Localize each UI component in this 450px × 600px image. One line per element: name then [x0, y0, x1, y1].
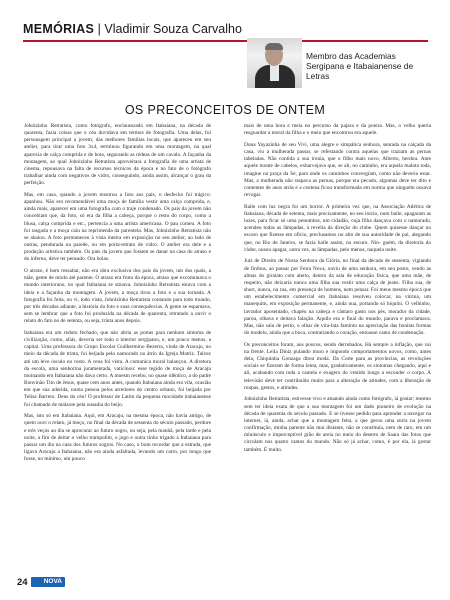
page-header [23, 22, 428, 36]
paragraph: Johnizinho Retratista, como fotógrafo, enclausurado em Itabaiana, na década de quarenta, fazia coisas que o céu duvidava em termos de fotografia. Uma delas, foi personagem principal a jovem, das melhores famílias locais, que apareceu em seu atelier, para tirar uma foto 3x4, terminou figurando em uma montagem, na qual aparecia de calça comprida e de bota, segurando as rédeas de um cavalo. A façanha da montagem, ao qual Johnizinho Retratista aproveitara a fotografia de uma artista de cinema, repousava na falta de recursos técnicos da época e no fato de o fotógrafo trabalhar ainda com negativos de vidro, conseguindo, ainda assim, alcançar o grau da perfeição. [24, 123, 211, 187]
left-column [24, 123, 211, 468]
paragraph: Mas, em casa, quando a jovem mostrou a foto aos pais, o desfecho foi trágico: apanhou. Não era recomendável uma moça de família vestir uma calça comprida, e, ainda mais, aparecer em uma fotografia com o traje condenado. Os pais da jovem não concebiam que, da foto, só era da filha a cabeça, porque o resto do corpo, como a blusa, calça comprida e etc., pertencia a uma artista americana. O pau comeu. A foto foi rasgada e a moça caiu na reprimenda da parentela. Mas, Johnizinho Retratista não se abalou. A foto permaneceu à vista inteira em exposição no seu atelier, ao lado de outras, pendurada na parede, ou em porta-retrato de vidro. O atelier era dele e a produção artística também. Os pais da jovem que fossem se danar na casa do atraso e do inferno, deve ter pensado. Ora bolas. [24, 192, 211, 263]
paragraph: Baile com luz negra foi um horror. A primeira vez que, na Associação Atlética de Itabaiana, década de setenta, mais precisamente, no seu início, num baile, apagaram as luzes, para ficar só uma penumbra, um cidadão, cuja filha dançava com o namorado, acendeu todas as lâmpadas, à revelia da direção do clube. Quem quisesse dançar no escuro que fizesse em oficio, preclusamos no alto de sua autoridade de pai, alegando que, no Rio de Janeiro, se fazia baile assim, no escuro. Nin- guém, da diretoria do clube, ousou apagar, outra vez, as lâmpadas, pelo menos, naquela noite. [244, 203, 431, 253]
badge-label: NOVA [43, 578, 62, 585]
paragraph: Os preconceitos foram, aos poucos, sendo derrubados. Há sempre a inflação, que vai na frente. Leila Diniz pulando muro e impondo comportamentos novos, como, antes dela, Chiquinha Gonzaga ditou moda. Da Corte para as províncias, as revoluções sociais se fizeram de forma lenta, mas, gradativamente, os sintomas chegando, aqui e ali, acabando com toda a cautela e exagero do vestido longo a esconder o corpo. A televisão deve ter contribuído muito para a alteração de atitudes, com a liberação de roupas, gestos, e atitudes. [244, 341, 431, 391]
paragraph: Juiz de Direito de Nossa Senhora da Glória, no final da década de sessenta, vigiando de finibus, ao passar por Feira Nova, ouviu de uma senhora, em seu posto, vendo as almas do giraiato com alerto, dentro da sala de educação física, que uma mãe, de respeito, não deixaria nunca uma filha sua vestir uma calça de jeans. Filha sua, de short, nunca, na rua, em presença de homens, nem pensar. Foi meus mesmo época que um estabelecimento comercial em Itabaiana resolveu colocar, na vitrina, um manequim, em exposição permanente, e, ainda nua, portando só biquíni. O velhinho, lavrador aposentado, chapéu na cabeça e cântaro gasto nos pés, morador da cidade, parou, olhava e deitava falação. Aquilo era o final do mundo, parava e proclamava. Mas, não saiu de perto, o olhar de vira-lata faminto na apreciação das bonitas formas do modelo, ainda que a boca, contrariando o coração, entoasse canto de condenação. [244, 258, 431, 336]
photo-hair-shape [265, 43, 283, 50]
author-name: Vladimir Souza Carvalho [104, 22, 242, 36]
article-title: OS PRECONCEITOS DE ONTEM [124, 103, 326, 117]
section-header [23, 22, 428, 36]
paragraph: Mas, isto só em Itabaiana. Aqui, em Aracaju, na mesma época, não havia amigo, de quem ouvi o relato, já moço, no final da década de sessenta do século passado, perdure e três veços ao dia se aprocurar ao futuro sogro, ou seja, pela manhã, pela tarde e pela noite, a fim de deitar o velho trampolim, o jogo e outra tinha trigado à Itabaiana para passar um dia na casa dos futuros sogros. No caso, o bom recordar que a estrada, que ligava Aracaju a Itabaiana, não era ainda asfaltada, levando um carro, por longo que fosse, no mínimo, um pouco [24, 413, 211, 463]
paragraph: Johnizinho Retratista, estivesse vivo e atuando ainda como fotógrafo, iá gostar; mesmo sem ter ideia exata de que a sua montagem foi um dado pioneiro de evolução na década de quarenta do século passado. E se tivesse pedido para aprender a navegar na internet, iá, ainda, achar que a montagem feita, a que gerou uma surra na jovem confirmação, minha parente não mui distante, não se constituía, nem de raro, em um minúsculo e imperceptível grão de areia no meio do deserto de Saara das fotos que circulam nos quatro cantos do mundo. Não só já achar, como, é por ela, iá gostar também. É muito. [244, 396, 431, 453]
author-caption: Membro das Academias Sergipana e Itabaianense de Letras [306, 51, 414, 81]
header-rule [23, 40, 428, 42]
header-separator: | [97, 22, 101, 36]
paragraph: O atraso, é bom ressaltar, não era obra exclusiva dos pais da jovem, um dos quais, a mãe, gente de miolo até parente. O atraso era fruto da época, atraso que excomunava o mundo interiorano, no qual Itabaiana se situava. Johnizinho Retratista estava com a ideia e a façanha da montagem. A jovem, a moça tirou a foto e a sua tornada. A fotografia foi feita, ou vi, todo vista, Johnizinho Retratista contando para todo mundo, por três décadas adiante, a história da foto e suas consequências. A gente se espantava, sem se lembrar que a foto foi produzida na década de quarenta, retratado a ouvir o relato do fato no de setenta, ou seja, trinta anos depois. [24, 268, 211, 325]
photo-shirt-shape [270, 65, 279, 81]
paragraph: mais de uma hora e meia no percurso da pajara e da poeira. Mas, o velho queria resguardar a moral da filha e o meio que encontrou era aquele. [244, 123, 431, 137]
paragraph: Itabaiana era um reduto fechado, que não abria as portas para nenhum sintoma de civilização, como, aliás, deveria ser todo o interior sergipano, e, um pouco menos, a capital. Uma professora do Grupo Escolar Guilhermino Bezerra, vinda de Aracaju, no meio da década de trinta, foi beijada pelo namorado no átrio da Igreja Matriz. Talvez até um leve ósculo no rosto. A cena foi vista. A comunica moral balançou. A diretora da escola, uma senhorina juramentada, vaticinou: esse tegido de moça de Aracaju moinando em Itabaiana não dava certo. A moesm recebu, no quase idêntico, a do padre Bonvinão Tito de Jesus, quase cem anos antes, quando Itabaiana ainda era vila, ocasião em que sua aderida, numa pessoa pelos arredores do centro urbano, foi beijada por Telisa Barreto. Deus do céu! O professor de Latim da pequena mocidade itabaianense foi chamado de malaxte pela ousadia do beijo. [24, 330, 211, 408]
magazine-badge [31, 577, 65, 587]
author-photo [247, 38, 302, 88]
right-column [244, 123, 431, 458]
page-number: 24 [17, 577, 28, 588]
section-label: MEMÓRIAS [23, 22, 95, 36]
paragraph: Dona Yayazinha de seu Vivi, uma alegre e simpática senhora, sentada na calçada da casa, viu a mulherada passar, se refestando contra aquelas que traziam as pernas tabeladas. Não contida a sua ironia, que o filho mais novo, Alberto, herdou. Ante aquele monte de cabelos, exbarvejava que, se ali, no caminho, era aquela maluta toda, imagine na praça da Sé, para onde os caminhos convergiam, como não deveria estar. Mas, a mulherada não raspava as pernas, porque era pecado, algumas deve ter dito e contentes de anos atrás e a centena ficou transformada em norma que ninguém ousava revogar. [244, 141, 431, 198]
